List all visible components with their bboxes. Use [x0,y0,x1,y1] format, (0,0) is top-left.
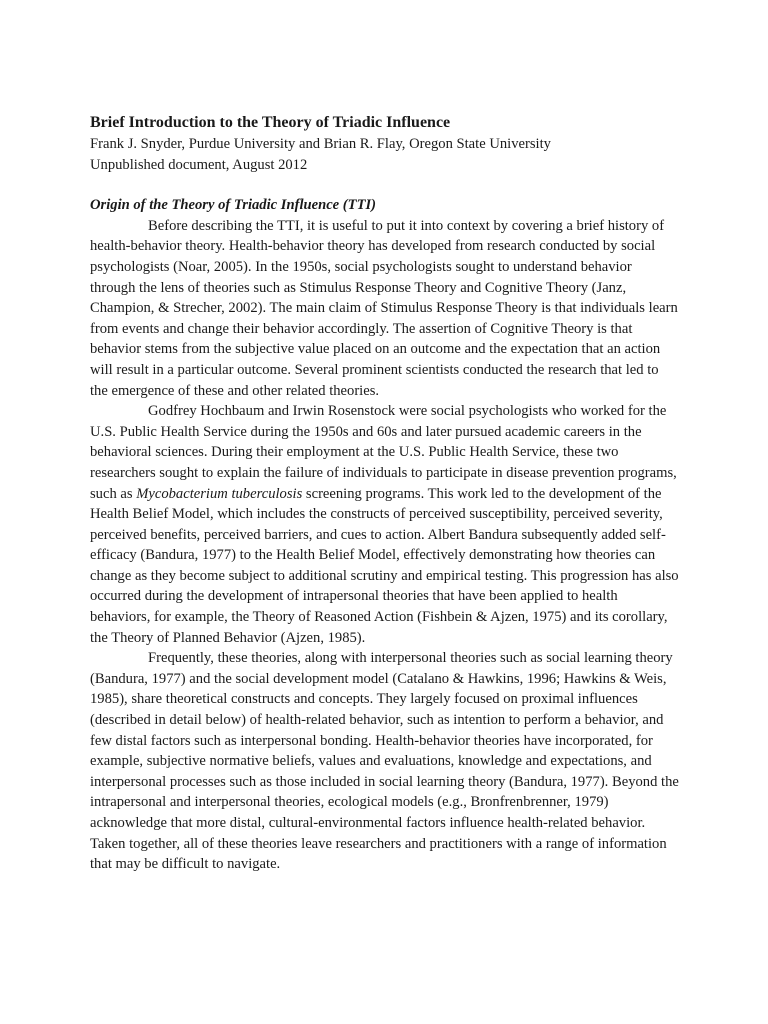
paragraph-2 [90,401,680,648]
paragraph-1 [90,216,680,401]
document-page [90,112,680,875]
species-name: Mycobacterium tuberculosis [136,485,303,502]
document-authors: Frank J. Snyder, Purdue University and Brian R. Flay, Oregon State University [90,136,551,152]
paragraph-2-text-a: Godfrey Hochbaum and Irwin Rosenstock were social psychologists who worked for the U.S. Public Health Service during the 1950s and 60s and later pursued academic careers in the behavioral sciences. During their employment at the U.S. Public Health Service, these two researchers sought to explain the failure of individuals to participate in disease prevention programs, such as [90,403,677,502]
paragraph-1-text: Before describing the TTI, it is useful to put it into context by covering a brief history of health-behavior theory. Health-behavior theory has developed from research conducted by social psychologists (Noar, 2005). In the 1950s, social psychologists sought to understand behavior through the lens of theories such as Stimulus Response Theory and Cognitive Theory (Janz, Champion, & Strecher, 2002). The main claim of Stimulus Response Theory is that individuals learn from events and change their behavior accordingly. The assertion of Cognitive Theory is that behavior stems from the subjective value placed on an outcome and the expectation that an action will result in a particular outcome. Several prominent scientists conducted the research that led to the emergence of these and other related theories. [90,217,678,399]
paragraph-3 [90,648,680,875]
paragraph-2-text-b: screening programs. This work led to the development of the Health Belief Model, which includes the constructs of perceived susceptibility, perceived severity, perceived benefits, perceived barriers, and cues to action. Albert Bandura subsequently added self-efficacy (Bandura, 1977) to the Health Belief Model, effectively demonstrating how theories can change as they become subject to additional scrutiny and empirical testing. This progression has also occurred during the development of intrapersonal theories that have been applied to health behaviors, for example, the Theory of Reasoned Action (Fishbein & Ajzen, 1975) and its corollary, the Theory of Planned Behavior (Ajzen, 1985). [90,485,679,646]
document-note: Unpublished document, August 2012 [90,156,308,173]
paragraph-3-text: Frequently, these theories, along with interpersonal theories such as social learning theory (Bandura, 1977) and the social development model (Catalano & Hawkins, 1996; Hawkins & Weis, 1985), share theoretical constructs and concepts. They largely focused on proximal influences (described in detail below) of health-related behavior, such as intention to perform a behavior, and few distal factors such as interpersonal bonding. Health-behavior theories have incorporated, for example, subjective normative beliefs, values and evaluations, knowledge and expectations, and interpersonal processes such as those included in social learning theory (Bandura, 1977). Beyond the intrapersonal and interpersonal theories, ecological models (e.g., Bronfrenbrenner, 1979) acknowledge that more distal, cultural-environmental factors influence health-related behavior. Taken together, all of these theories leave researchers and practitioners with a range of information that may be difficult to navigate. [90,650,679,873]
document-title: Brief Introduction to the Theory of Triadic Influence [90,114,451,131]
section-heading: Origin of the Theory of Triadic Influence (TTI) [90,197,377,214]
